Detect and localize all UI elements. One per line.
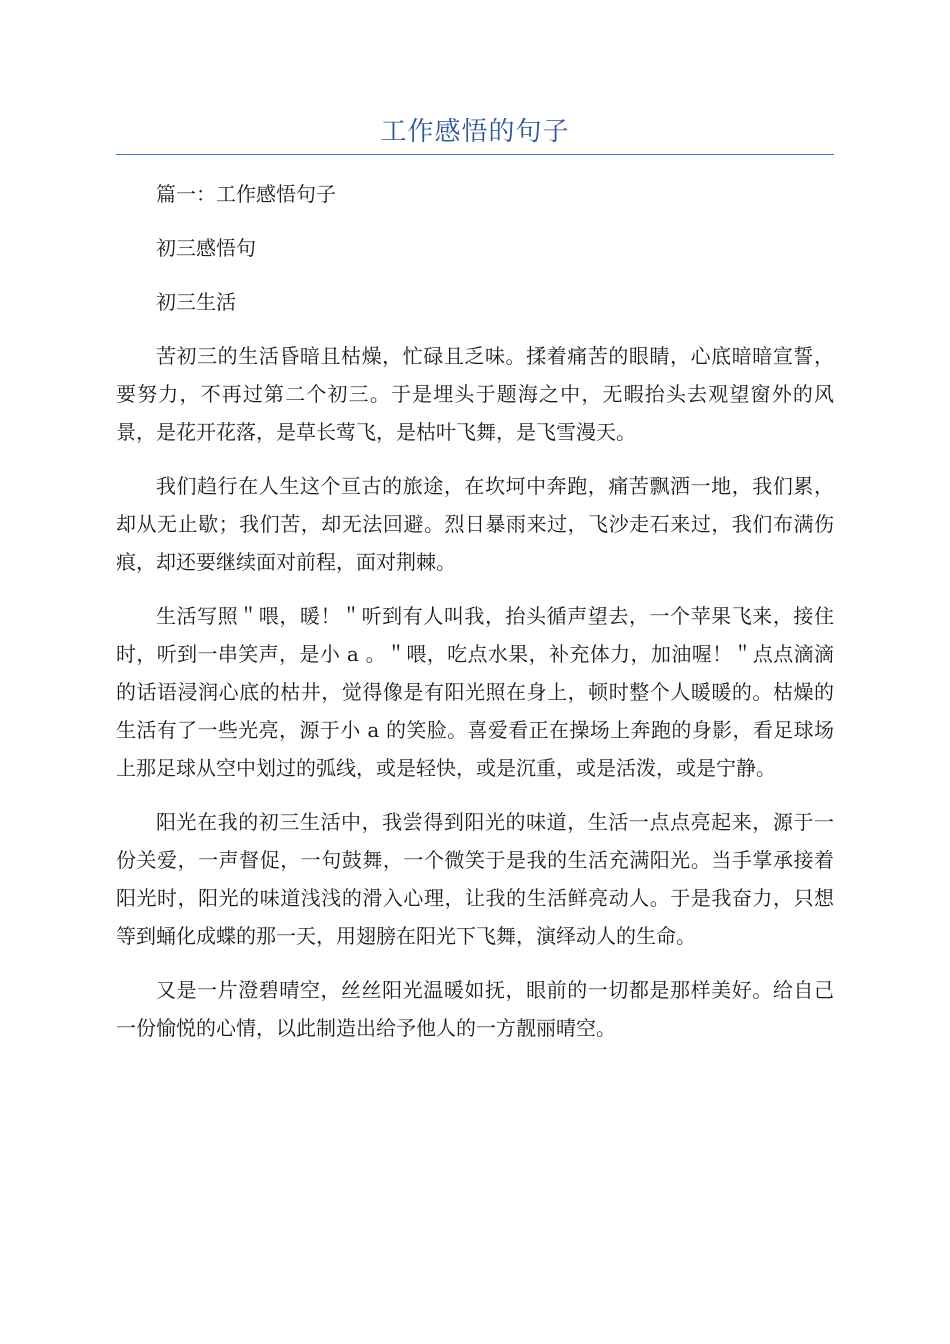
paragraph-subheading-life: 初三生活 bbox=[156, 290, 236, 314]
paragraph-subheading: 初三感悟句 bbox=[156, 236, 256, 260]
paragraph-section-heading: 篇一：工作感悟句子 bbox=[156, 182, 336, 206]
paragraph-4: 阳光在我的初三生活中，我尝得到阳光的味道，生活一点点亮起来，源于一份关爱，一声督促，一句鼓舞，一个微笑于是我的生活充满阳光。当手掌承接着阳光时，阳光的味道浅浅的滑入心理，让我的生活鲜亮动人。于是我奋力，只想等到蛹化成蝶的那一天，用翅膀在阳光下飞舞，演绎动人的生命。 bbox=[116, 810, 834, 948]
paragraph-3: 生活写照＂喂，暖！＂听到有人叫我，抬头循声望去，一个苹果飞来，接住时，听到一串笑声，是小 a 。＂喂，吃点水果，补充体力，加油喔！＂点点滴滴的话语浸润心底的枯井，觉得像是有阳光照在身上，顿时整个人暖暖的。枯燥的生活有了一些光亮，源于小 a 的笑脸。喜爱看正在操场上奔跑的身影，看足球场上那足球从空中划过的弧线，或是轻快，或是沉重，或是活泼，或是宁静。 bbox=[116, 604, 834, 780]
title-underline bbox=[116, 154, 834, 155]
paragraph-1: 苦初三的生活昏暗且枯燥，忙碌且乏味。揉着痛苦的眼睛，心底暗暗宣誓，要努力，不再过第二个初三。于是埋头于题海之中，无暇抬头去观望窗外的风景，是花开花落，是草长莺飞，是枯叶飞舞，是飞雪漫天。 bbox=[116, 344, 834, 444]
paragraph-2: 我们趋行在人生这个亘古的旅途，在坎坷中奔跑，痛苦飘洒一地，我们累，却从无止歇；我们苦，却无法回避。烈日暴雨来过，飞沙走石来过，我们布满伤痕，却还要继续面对前程，面对荆棘。 bbox=[116, 474, 834, 574]
document-body bbox=[116, 175, 834, 1063]
paragraph-5: 又是一片澄碧晴空，丝丝阳光温暖如抚，眼前的一切都是那样美好。给自己一份愉悦的心情，以此制造出给予他人的一方靓丽晴空。 bbox=[116, 978, 834, 1040]
document-title: 工作感悟的句子 bbox=[380, 117, 570, 147]
